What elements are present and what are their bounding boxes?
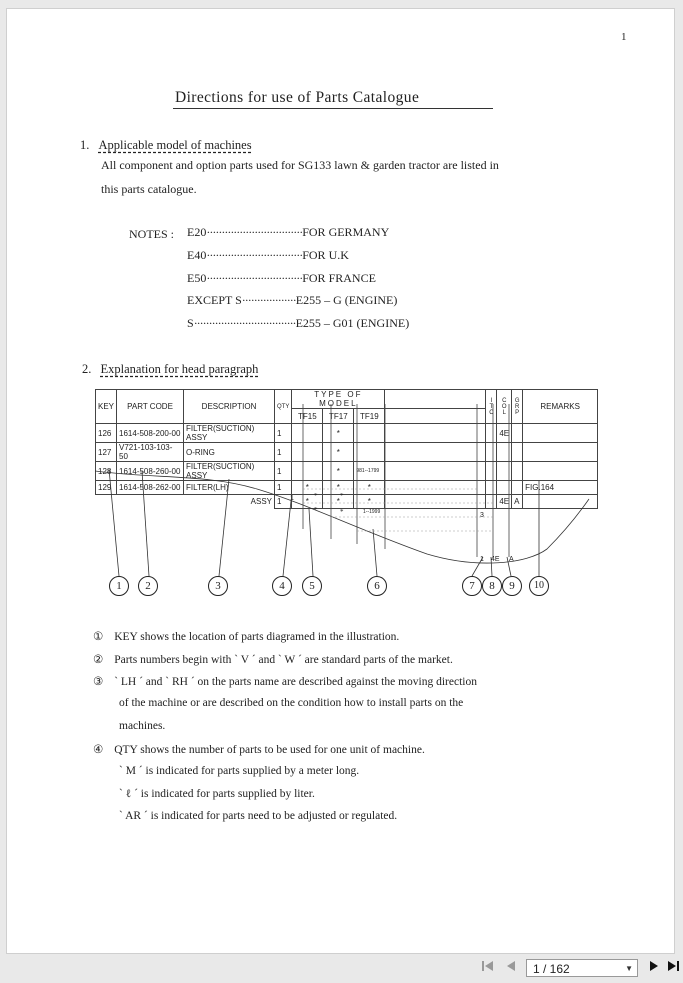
explanation-continuation: ˋ ℓ ˊ is indicated for parts supplied by liter. [119,788,315,800]
callout-5: 5 [302,576,322,596]
explanation-item: ② Parts numbers begin with ˋ V ˊ and ˋ W ˊ are standard parts of the market. [93,654,453,666]
page-title: Directions for use of Parts Catalogue [175,89,420,106]
explanation-continuation: machines. [119,720,166,732]
note-row: E50································FOR FRANCE [187,271,376,285]
page-number: 1 [621,31,627,43]
notes-label: NOTES : [129,227,174,241]
last-page-icon[interactable] [666,960,682,976]
explanation-item: ③ ˋ LH ˊ and ˋ RH ˊ on the parts name are described against the moving direction [93,676,477,688]
col-itc-header: I T C [486,390,497,424]
col-tf15-header: TF15 [292,409,323,424]
col-col-header: C O L [497,390,512,424]
col-tf19-header: TF19 [354,409,385,424]
section2-number: 2. [82,362,92,376]
callout-7: 7 [462,576,482,596]
page-number-select[interactable] [526,959,638,977]
fragment-star: * [314,492,318,500]
callout-8: 8 [482,576,502,596]
explanation-number: ② [93,654,104,666]
callout-4: 4 [272,576,292,596]
callout-1: 1 [109,576,129,596]
fragment-qty: 1 [290,495,294,502]
note-row: E40································FOR U.K [187,248,349,262]
diagram-lines [7,9,674,629]
type-of-model-header: TYPE OF MODEL [292,390,385,409]
section2-title: Explanation for head paragraph [100,362,259,376]
section1-line2: this parts catalogue. [101,182,197,196]
table-row: ASSY 1 * * * 4E A [96,495,598,509]
fragment-col: 4E [491,556,500,563]
fragment-range: 1--1999 [363,509,381,515]
section1-title: Applicable model of machines [98,138,252,152]
table-row: 127 V721-103-103-50 O-RING 1 * [96,443,598,462]
page-field-value: 1 / 162 [533,962,570,976]
fragment-itc: 3 [480,512,484,519]
col-remarks-header: REMARKS [523,390,598,424]
note-row: E20································FOR GERMANY [187,225,390,239]
first-page-icon[interactable] [480,960,496,976]
document-page [6,8,675,954]
fragment-star: * [340,508,344,516]
fragment-star: * [340,492,344,500]
explanation-item: ① KEY shows the location of parts diagramed in the illustration. [93,631,400,643]
explanation-continuation: ˋ AR ˊ is indicated for parts need to be adjusted or regulated. [119,810,398,822]
col-qty-header: QTY [275,390,292,424]
col-part-code-header: PART CODE [117,390,184,424]
note-row: S··································E255 – G01 (ENGINE) [187,316,410,330]
callout-10: 10 [529,576,549,596]
chevron-down-icon: ▼ [625,964,633,973]
callout-3: 3 [208,576,228,596]
explanation-number: ① [93,631,104,643]
fragment-grp: A [509,556,514,563]
col-key-header: KEY [96,390,117,424]
section1-line1: All component and option parts used for SG133 lawn & garden tractor are listed in [101,158,499,172]
callout-6: 6 [367,576,387,596]
note-row: EXCEPT S··················E255 – G (ENGINE) [187,293,398,307]
table-row: 129 1614-508-262-00 FILTER(LH) 1 * * * FIG.164 [96,481,598,495]
explanation-continuation: of the machine or are described on the condition how to install parts on the [119,697,464,709]
explanation-item: ④ QTY shows the number of parts to be used for one unit of machine. [93,744,425,756]
col-grp-header: G R P [512,390,523,424]
viewer-toolbar [0,954,683,983]
table-row: 126 1614-508-200-00 FILTER(SUCTION) ASSY 1 * 4E [96,424,598,443]
table-row: 128 1614-508-260-00 FILTER(SUCTION) ASSY 1 * 981--1799 [96,462,598,481]
explanation-number: ④ [93,744,104,756]
prev-page-icon[interactable] [503,960,519,976]
explanation-continuation: ˋ M ˊ is indicated for parts supplied by a meter long. [119,765,360,777]
section1-number: 1. [80,138,90,152]
fragment-itc-bottom: 1 [480,556,484,563]
explanation-number: ③ [93,676,104,688]
fragment-star: * [314,506,318,514]
col-tf17-header: TF17 [323,409,354,424]
col-description-header: DESCRIPTION [184,390,275,424]
callout-2: 2 [138,576,158,596]
callout-9: 9 [502,576,522,596]
next-page-icon[interactable] [646,960,662,976]
